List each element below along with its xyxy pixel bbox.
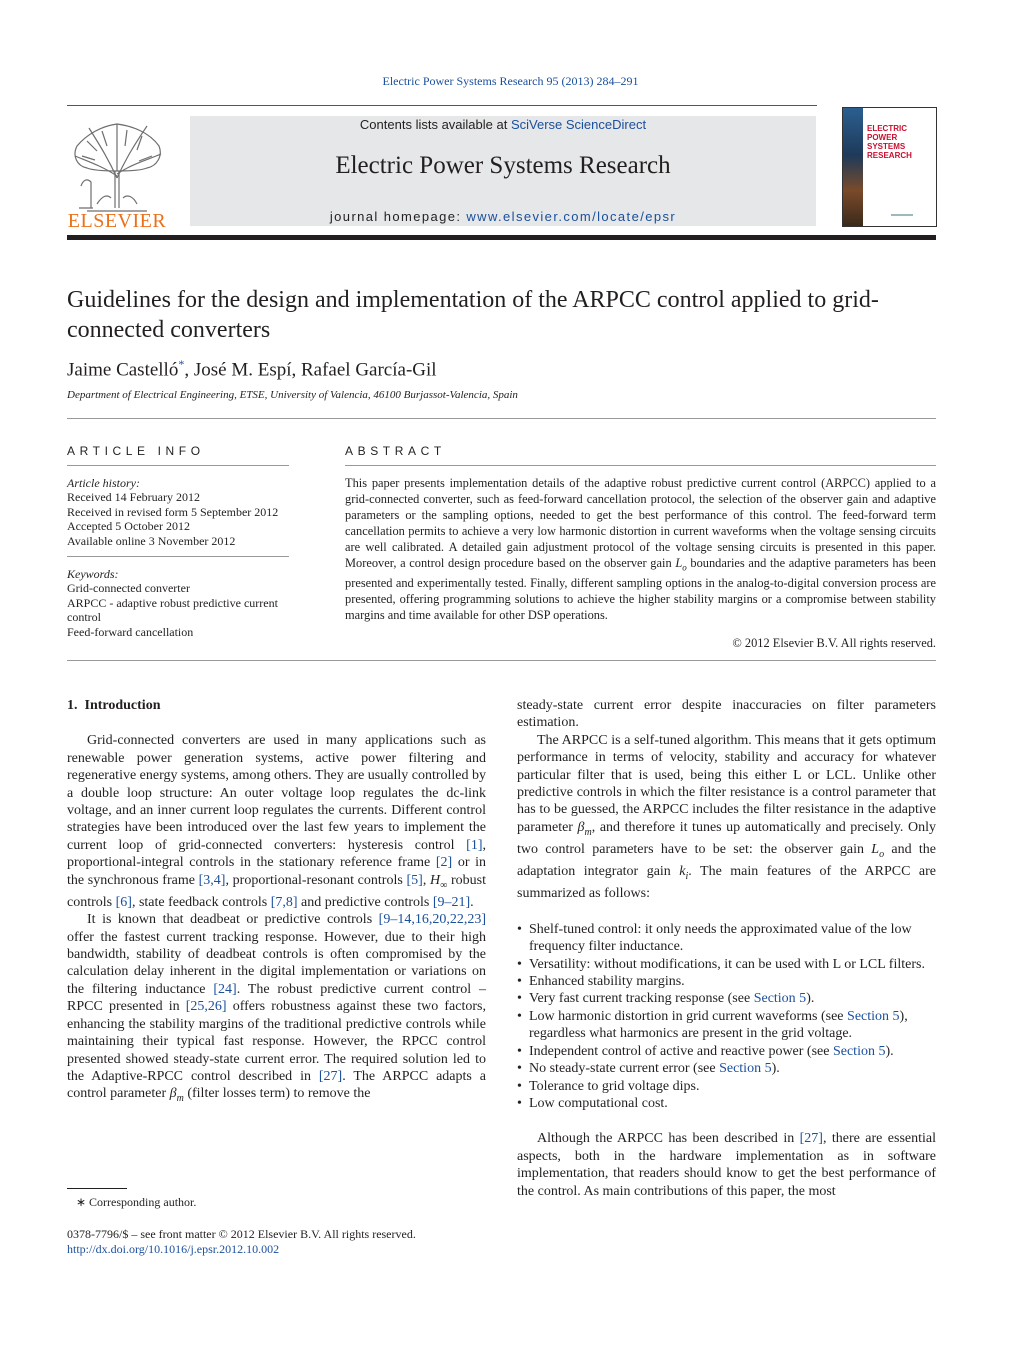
reference-link[interactable]: [9–21] <box>432 894 471 910</box>
feature-list-item <box>517 956 936 973</box>
paragraph <box>67 732 486 911</box>
text: . <box>470 894 474 910</box>
homepage-link[interactable]: www.elsevier.com/locate/epsr <box>466 209 677 224</box>
author-separator: , <box>291 359 301 381</box>
author-separator: , <box>184 359 194 381</box>
article-title: Guidelines for the design and implementation of the ARPCC control applied to grid-connected converters <box>67 287 879 343</box>
text: , proportional-resonant controls <box>225 872 407 888</box>
history-item: Accepted 5 October 2012 <box>67 519 190 534</box>
header-thick-rule <box>67 235 936 240</box>
text: ). <box>806 991 815 1007</box>
paragraph <box>517 1130 936 1200</box>
text: ). <box>771 1061 780 1077</box>
text: ), regardless what harmonics are present in the grid voltage. <box>529 1008 908 1042</box>
author-name: Jaime Castelló <box>67 359 179 381</box>
math-var: β <box>577 819 585 835</box>
keyword-item: Grid-connected converter <box>67 581 190 596</box>
doi-link[interactable]: http://dx.doi.org/10.1016/j.epsr.2012.10.002 <box>67 1242 280 1256</box>
section-heading: 1. Introduction <box>67 698 161 713</box>
reference-link[interactable]: [27] <box>799 1131 823 1147</box>
footnote-rule <box>67 1188 127 1189</box>
header-top-rule <box>67 105 817 106</box>
issn-line: 0378-7796/$ – see front matter © 2012 Elsevier B.V. All rights reserved. <box>67 1227 416 1241</box>
abstract-heading: ABSTRACT <box>345 444 446 458</box>
text: Low computational cost. <box>529 1095 668 1111</box>
math-var: H <box>430 872 441 888</box>
text: Versatility: without modifications, it can be used with L or LCL filters. <box>529 956 925 972</box>
journal-citation[interactable]: Electric Power Systems Research 95 (2013) 284–291 <box>382 74 639 88</box>
keyword-item: ARPCC - adaptive robust predictive current control <box>67 595 278 625</box>
text: , there are essential aspects, both in the hardware implementation as in software implementation, that readers should know to get the best performance of the control. As main contributions of this paper, the most <box>517 1131 936 1199</box>
corresponding-author-note: ∗ Corresponding author. <box>76 1195 197 1209</box>
text: , state feedback controls <box>131 894 271 910</box>
feature-list-item <box>517 973 936 990</box>
journal-cover-thumbnail[interactable] <box>842 107 937 227</box>
paragraph: steady-state current error despite inaccuracies on filter parameters estimation. <box>517 698 936 731</box>
keywords-block <box>67 567 292 639</box>
text: Tolerance to grid voltage dips. <box>529 1078 700 1094</box>
history-item: Received in revised form 5 September 2012 <box>67 504 279 519</box>
text: Although the ARPCC has been described in <box>537 1131 800 1147</box>
reference-link[interactable]: [27] <box>318 1068 343 1084</box>
math-var: L <box>675 556 683 570</box>
math-sub: o <box>682 562 687 573</box>
publisher-name: ELSEVIER <box>67 210 167 232</box>
text: , and therefore it tunes up automatically and precisely. Only two control parameters have to be set: the observer gain <box>517 819 936 858</box>
text: Very fast current tracking response (see <box>529 991 754 1007</box>
text: ). <box>885 1043 894 1059</box>
corresponding-author-mark[interactable]: * <box>178 357 185 371</box>
section-link[interactable]: Section 5 <box>832 1043 886 1059</box>
paragraph <box>67 911 486 1107</box>
author-affiliation: Department of Electrical Engineering, ETSE, University of Valencia, 46100 Burjassot-Valencia, Spain <box>67 389 518 401</box>
text: offers robustness against these two factors, enhancing the stability margins of the traditional predictive controls while maintaining their typical fast response. However, the RPCC control presented showed steady-state current error. The required solution led to the Adaptive-RPCC control described in <box>67 999 486 1084</box>
text: Independent control of active and reactive power (see <box>529 1043 833 1059</box>
contents-line <box>190 117 816 132</box>
text: offer the fastest current tracking response. However, due to their high bandwidth, stability of deadbeat controls is often compromised by the calculation delay inherent in the digital implementation or variations on the filtering inductance <box>67 929 486 997</box>
abstract-rule <box>345 465 936 466</box>
text: and the adaptation integrator gain <box>517 842 936 880</box>
history-item: Received 14 February 2012 <box>67 490 200 505</box>
text: It is known that deadbeat or predictive controls <box>87 912 379 928</box>
math-sub: m <box>584 826 592 838</box>
journal-homepage <box>190 209 816 224</box>
abstract-part: This paper presents implementation details of the adaptive robust predictive current control (ARPCC) applied to a grid-connected converter, such as feed-forward cancellation protocol, the selection of the observer gain and adaptive parameters or the sampling options, needed to get the best performance of this control. The feed-forward term cancellation permits to achieve a very low harmonic distortion in current waveforms when the voltage sensing circuits are well calibrated. A detailed gain adjustment protocol of the voltage sensing circuits is presented in this paper. Moreover, a control design procedure based on the observer gain <box>345 476 936 570</box>
homepage-prefix: journal homepage: <box>329 209 467 224</box>
reference-link[interactable]: [5] <box>406 872 423 888</box>
body-column-left <box>67 697 486 1108</box>
math-sub: m <box>176 1093 184 1105</box>
text: Shelf-tuned control: it only needs the approximated value of the low frequency filter inductance. <box>529 921 912 955</box>
abstract-text <box>345 475 936 623</box>
text: and predictive controls <box>297 894 433 910</box>
feature-list-item <box>517 921 936 956</box>
article-info-heading: ARTICLE INFO <box>67 444 205 458</box>
section-link[interactable]: Section 5 <box>719 1061 772 1077</box>
text: . The ARPCC adapts a control parameter <box>67 1068 486 1102</box>
text: , proportional-integral controls in the stationary reference frame <box>67 837 486 871</box>
reference-link[interactable]: [2] <box>435 855 453 871</box>
feature-list-item <box>517 1078 936 1095</box>
history-item: Available online 3 November 2012 <box>67 533 236 548</box>
feature-list-item <box>517 1043 936 1060</box>
reference-link[interactable]: [9–14,16,20,22,23] <box>378 912 486 928</box>
text: Enhanced stability margins. <box>529 974 685 990</box>
history-label: Article history: <box>67 476 140 490</box>
feature-list-item <box>517 1095 936 1112</box>
feature-list-item <box>517 990 936 1007</box>
journal-name: Electric Power Systems Research <box>335 152 671 179</box>
text: robust controls <box>67 872 487 910</box>
math-sub: i <box>685 871 689 883</box>
reference-link[interactable]: [7,8] <box>270 894 298 910</box>
text: . The main features of the ARPCC are summarized as follows: <box>517 864 936 902</box>
sciencedirect-link[interactable]: SciVerse ScienceDirect <box>510 117 647 132</box>
reference-link[interactable]: [24] <box>213 981 237 997</box>
keyword-item: Feed-forward cancellation <box>67 624 194 639</box>
author-list <box>67 357 437 381</box>
abstract-copyright: © 2012 Elsevier B.V. All rights reserved. <box>732 636 936 650</box>
cover-title: ELECTRIC POWER SYSTEMS RESEARCH <box>867 124 912 160</box>
text: Grid-connected converters are used in many applications such as renewable power generation systems, active power filtering and regenerative energy systems, among others. They are usually controlled by a double loop structure: An outer voltage loop regulates the dc-link voltage, and an inner current loop regulates the currents. Different control strategies have been introduced over the last few years to implement the current loop of grid-connected converters: hysteresis control <box>67 733 486 853</box>
reference-link[interactable]: [1] <box>466 837 483 853</box>
text: (filter losses term) to remove the <box>183 1086 371 1102</box>
section-link[interactable]: Section 5 <box>847 1008 900 1024</box>
abstract-divider <box>67 660 936 661</box>
keywords-rule <box>67 556 289 557</box>
reference-link[interactable]: [6] <box>115 894 132 910</box>
math-var: β <box>169 1086 177 1102</box>
section-link[interactable]: Section 5 <box>753 991 807 1007</box>
feature-list <box>517 921 936 1112</box>
text: . The robust predictive current control – RPCC presented in <box>67 981 486 1015</box>
body-column-right <box>517 697 936 1200</box>
text: or in the synchronous frame <box>67 855 486 888</box>
author-name: Rafael García-Gil <box>301 359 437 381</box>
paragraph <box>517 732 936 903</box>
reference-link[interactable]: [3,4] <box>198 872 226 888</box>
text: Low harmonic distortion in grid current waveforms (see <box>529 1008 848 1024</box>
math-sub: o <box>879 848 885 860</box>
elsevier-logo <box>67 116 167 231</box>
author-name: José M. Espí <box>193 359 292 381</box>
article-info-rule <box>67 465 289 466</box>
article-history <box>67 476 297 548</box>
math-var: L <box>871 842 880 858</box>
math-var: k <box>679 864 686 880</box>
abstract-part: boundaries and the adaptive parameters has been presented and experimentally tested. Finally, different sampling options in the analog-to-digital conversion process are presented, offering programming solutions to achieve the higher stability margins or a compromise between stability margins and time available for other DSP operations. <box>345 556 936 623</box>
feature-list-item <box>517 1008 936 1043</box>
cover-mark <box>891 214 913 216</box>
title-divider <box>67 418 936 419</box>
keywords-label: Keywords: <box>67 567 119 581</box>
text: , <box>422 872 431 888</box>
text: The ARPCC is a self-tuned algorithm. This means that it gets optimum performance in terms of velocity, stability and accuracy for whatever particular filter that is used, being this either L or LCL. Unlike other predictive controls in which the filter resistance is a control parameter that has to be guessed, the ARPCC includes the filter resistance in the adaptive parameter <box>517 732 936 835</box>
cover-image-strip <box>843 108 863 226</box>
reference-link[interactable]: [25,26] <box>185 999 227 1015</box>
contents-prefix: Contents lists available at <box>359 117 511 132</box>
feature-list-item <box>517 1060 936 1077</box>
math-sub: ∞ <box>440 879 448 891</box>
text: No steady-state current error (see <box>529 1061 720 1077</box>
